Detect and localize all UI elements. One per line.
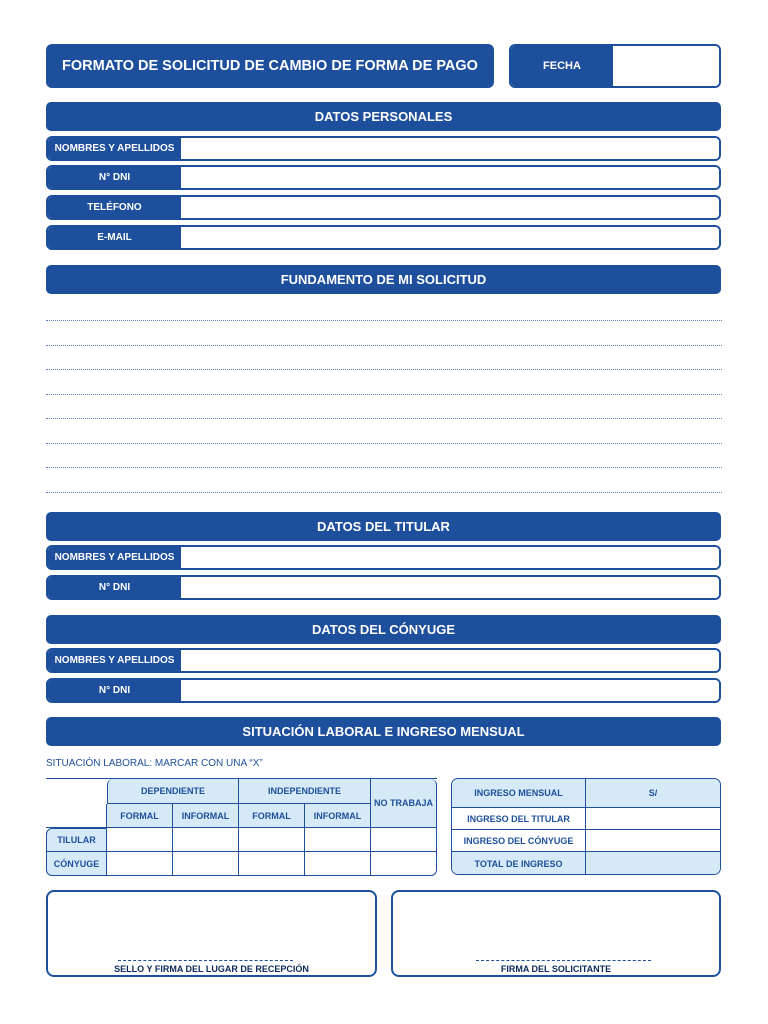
income-row [452,830,720,852]
field-row-titular-dni [46,575,721,600]
checkbox-cell[interactable] [239,852,305,876]
section-situacion-laboral [46,717,721,746]
form-title: FORMATO DE SOLICITUD DE CAMBIO DE FORMA DE PAGO [62,58,478,74]
empty-corner [46,779,107,804]
fecha-field[interactable] [613,46,719,86]
instruction-text: SITUACIÓN LABORAL: MARCAR CON UNA “X” [46,758,263,769]
writing-line[interactable] [46,443,722,444]
field-row-nombres [46,136,721,161]
subheader-formal: FORMAL [107,804,173,828]
income-total-row [452,852,720,875]
income-total-label: TOTAL DE INGRESO [452,852,586,875]
header-independiente: INDEPENDIENTE [239,779,371,804]
writing-line[interactable] [46,394,722,395]
checkbox-cell[interactable] [107,828,173,852]
field-row-email [46,225,721,250]
section-datos-titular [46,512,721,541]
conyuge-nombres-field[interactable] [181,650,719,671]
field-row-dni [46,165,721,190]
income-row-label: INGRESO DEL CÓNYUGE [452,830,586,851]
subheader-informal: INFORMAL [173,804,239,828]
reception-signature-label: SELLO Y FIRMA DEL LUGAR DE RECEPCIÓN [114,964,309,974]
writing-line[interactable] [46,492,722,493]
header-no-trabaja: NO TRABAJA [371,779,437,828]
writing-line[interactable] [46,369,722,370]
field-label: NOMBRES Y APELLIDOS [48,650,181,671]
field-row-conyuge-dni [46,678,721,703]
header-dependiente: DEPENDIENTE [107,779,239,804]
titular-nombres-field[interactable] [181,547,719,568]
checkbox-cell[interactable] [173,852,239,876]
checkbox-cell[interactable] [239,828,305,852]
email-field[interactable] [181,227,719,248]
section-title: DATOS PERSONALES [314,109,453,124]
field-label: N° DNI [48,167,181,188]
checkbox-cell[interactable] [305,852,371,876]
checkbox-cell[interactable] [305,828,371,852]
section-title: DATOS DEL TITULAR [317,519,450,534]
applicant-signature-label: FIRMA DEL SOLICITANTE [500,964,612,974]
row-label-titular: TILULAR [46,828,107,852]
subheader-formal: FORMAL [239,804,305,828]
income-header-row [452,779,720,808]
section-fundamento [46,265,721,294]
checkbox-cell[interactable] [107,852,173,876]
field-row-titular-nombres [46,545,721,570]
checkbox-cell[interactable] [371,828,437,852]
form-title-bar [46,44,494,88]
signature-line [476,960,651,961]
conyuge-dni-field[interactable] [181,680,719,701]
fecha-box [509,44,721,88]
writing-line[interactable] [46,467,722,468]
subheader-informal: INFORMAL [305,804,371,828]
nombres-field[interactable] [181,138,719,159]
writing-line[interactable] [46,418,722,419]
field-label: N° DNI [48,680,181,701]
field-label: NOMBRES Y APELLIDOS [48,547,181,568]
telefono-field[interactable] [181,197,719,218]
field-row-conyuge-nombres [46,648,721,673]
field-label: N° DNI [48,577,181,598]
fecha-label: FECHA [511,46,613,86]
section-title: FUNDAMENTO DE MI SOLICITUD [280,272,487,287]
ingreso-conyuge-field[interactable] [586,830,720,851]
row-label-conyuge: CÓNYUGE [46,852,107,876]
field-label: NOMBRES Y APELLIDOS [48,138,181,159]
signature-line [118,960,293,961]
section-datos-conyuge [46,615,721,644]
field-label: TELÉFONO [48,197,181,218]
income-table [451,778,721,875]
section-title: SITUACIÓN LABORAL E INGRESO MENSUAL [242,724,525,739]
currency-label: S/ [586,779,720,807]
titular-dni-field[interactable] [181,577,719,598]
field-label: E-MAIL [48,227,181,248]
section-title: DATOS DEL CÓNYUGE [311,622,456,637]
section-datos-personales [46,102,721,131]
writing-line[interactable] [46,345,722,346]
field-row-telefono [46,195,721,220]
checkbox-cell[interactable] [371,852,437,876]
ingreso-titular-field[interactable] [586,808,720,829]
income-header-label: INGRESO MENSUAL [452,779,586,807]
checkbox-cell[interactable] [173,828,239,852]
total-ingreso-field[interactable] [586,852,720,875]
writing-line[interactable] [46,320,722,321]
income-row [452,808,720,830]
empty-corner [46,804,107,828]
dni-field[interactable] [181,167,719,188]
labor-situation-table [46,778,437,876]
income-row-label: INGRESO DEL TITULAR [452,808,586,829]
